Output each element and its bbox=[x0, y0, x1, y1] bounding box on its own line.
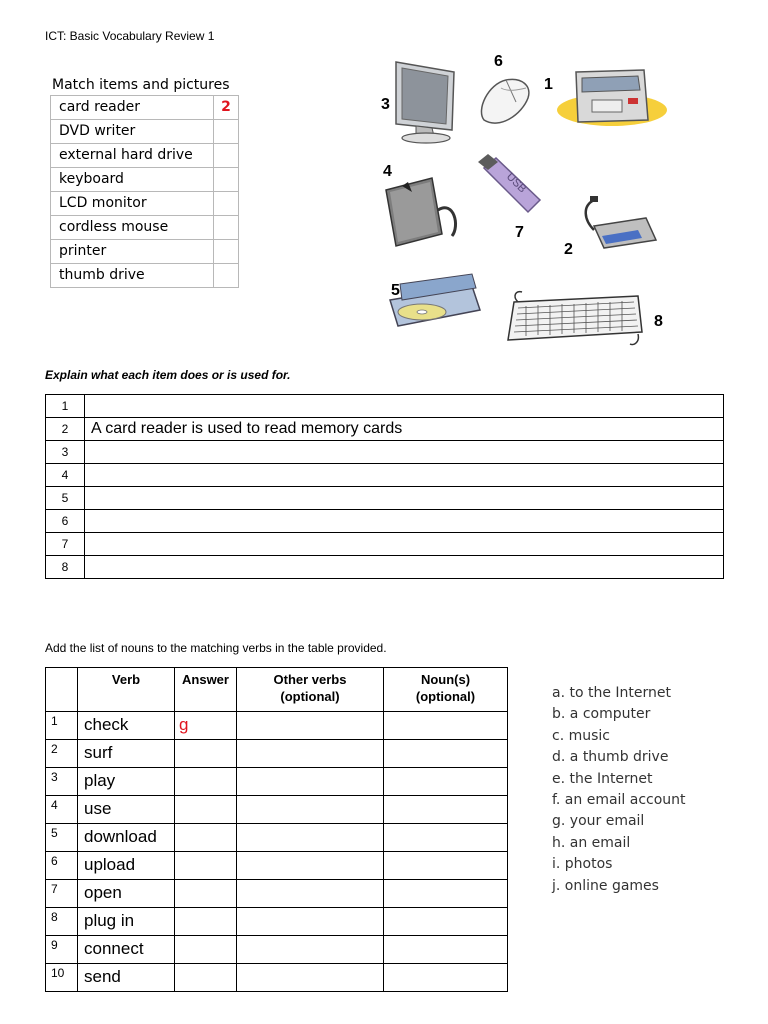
match-answer-cell[interactable] bbox=[214, 192, 239, 216]
other-verbs-cell[interactable] bbox=[237, 908, 384, 936]
verb-cell: use bbox=[78, 796, 175, 824]
nouns-cell[interactable] bbox=[384, 964, 508, 992]
explain-answer-cell[interactable] bbox=[85, 464, 724, 487]
match-row bbox=[51, 144, 239, 168]
verb-row bbox=[46, 852, 508, 880]
match-answer-cell[interactable] bbox=[214, 120, 239, 144]
dvd-writer-icon bbox=[390, 274, 480, 326]
noun-item: b. a computer bbox=[552, 706, 651, 723]
match-row bbox=[51, 240, 239, 264]
verb-row-number: 4 bbox=[46, 796, 78, 824]
picture-number: 1 bbox=[544, 76, 553, 93]
verb-cell: send bbox=[78, 964, 175, 992]
explain-answer-cell[interactable] bbox=[85, 441, 724, 464]
answer-column-header: Answer bbox=[175, 668, 237, 712]
explain-row bbox=[46, 487, 724, 510]
answer-cell[interactable] bbox=[175, 852, 237, 880]
verb-cell: upload bbox=[78, 852, 175, 880]
nouns-label: Noun(s) bbox=[420, 672, 471, 687]
explain-row bbox=[46, 441, 724, 464]
match-item: external hard drive bbox=[51, 144, 214, 168]
verb-row-number: 3 bbox=[46, 768, 78, 796]
nouns-cell[interactable] bbox=[384, 908, 508, 936]
explain-answer-cell[interactable] bbox=[85, 533, 724, 556]
nouns-cell[interactable] bbox=[384, 740, 508, 768]
nouns-cell[interactable] bbox=[384, 852, 508, 880]
match-item: LCD monitor bbox=[51, 192, 214, 216]
noun-item: j. online games bbox=[552, 877, 659, 894]
other-verbs-cell[interactable] bbox=[237, 936, 384, 964]
verb-cell: surf bbox=[78, 740, 175, 768]
answer-cell[interactable] bbox=[175, 740, 237, 768]
verb-cell: download bbox=[78, 824, 175, 852]
picture-number: 6 bbox=[494, 53, 503, 70]
lcd-monitor-icon bbox=[396, 62, 454, 143]
nouns-column-header bbox=[384, 668, 508, 712]
explain-answer-cell[interactable] bbox=[85, 510, 724, 533]
verb-row bbox=[46, 824, 508, 852]
explain-heading: Explain what each item does or is used for. bbox=[45, 368, 291, 382]
verb-row-number: 5 bbox=[46, 824, 78, 852]
pictures-panel bbox=[376, 50, 676, 350]
verb-row bbox=[46, 740, 508, 768]
noun-item: a. to the Internet bbox=[552, 685, 671, 701]
verb-row-number: 7 bbox=[46, 880, 78, 908]
verb-cell: connect bbox=[78, 936, 175, 964]
answer-cell[interactable] bbox=[175, 796, 237, 824]
other-verbs-cell[interactable] bbox=[237, 768, 384, 796]
explain-row bbox=[46, 464, 724, 487]
nouns-cell[interactable] bbox=[384, 768, 508, 796]
verb-row-number: 1 bbox=[46, 712, 78, 740]
printer-icon bbox=[557, 70, 667, 126]
picture-number: 5 bbox=[391, 282, 400, 299]
verb-row bbox=[46, 880, 508, 908]
keyboard-icon bbox=[508, 292, 642, 345]
answer-cell[interactable] bbox=[175, 768, 237, 796]
match-item: cordless mouse bbox=[51, 216, 214, 240]
explain-row bbox=[46, 533, 724, 556]
verb-cell: open bbox=[78, 880, 175, 908]
match-item: DVD writer bbox=[51, 120, 214, 144]
verb-cell: check bbox=[78, 712, 175, 740]
answer-cell[interactable] bbox=[175, 936, 237, 964]
verb-row bbox=[46, 964, 508, 992]
explain-row bbox=[46, 395, 724, 418]
match-answer-cell[interactable] bbox=[214, 168, 239, 192]
card-reader-icon bbox=[586, 196, 656, 248]
verb-row bbox=[46, 768, 508, 796]
other-verbs-cell[interactable] bbox=[237, 852, 384, 880]
other-verbs-column-header bbox=[237, 668, 384, 712]
explain-row-number: 4 bbox=[46, 464, 85, 487]
match-answer-cell[interactable] bbox=[214, 216, 239, 240]
verb-row bbox=[46, 908, 508, 936]
explain-row-number: 5 bbox=[46, 487, 85, 510]
explain-answer-cell[interactable] bbox=[85, 487, 724, 510]
match-answer-cell[interactable] bbox=[214, 264, 239, 288]
explain-row-number: 7 bbox=[46, 533, 85, 556]
number-column-header bbox=[46, 668, 78, 712]
explain-table bbox=[45, 394, 724, 579]
match-answer-cell[interactable] bbox=[214, 240, 239, 264]
match-item: printer bbox=[51, 240, 214, 264]
verb-row bbox=[46, 936, 508, 964]
picture-number: 8 bbox=[654, 313, 663, 330]
noun-item: h. an email bbox=[552, 834, 631, 851]
other-verbs-cell[interactable] bbox=[237, 880, 384, 908]
explain-row bbox=[46, 510, 724, 533]
match-item: thumb drive bbox=[51, 264, 214, 288]
explain-answer-cell[interactable]: A card reader is used to read memory cards bbox=[85, 418, 724, 441]
match-row bbox=[51, 168, 239, 192]
answer-cell[interactable] bbox=[175, 908, 237, 936]
noun-item: c. music bbox=[552, 727, 610, 744]
other-verbs-cell[interactable] bbox=[237, 740, 384, 768]
explain-answer-cell[interactable] bbox=[85, 395, 724, 418]
verb-column-header: Verb bbox=[78, 668, 175, 712]
nouns-cell[interactable] bbox=[384, 880, 508, 908]
answer-cell[interactable] bbox=[175, 964, 237, 992]
picture-number: 3 bbox=[381, 96, 390, 113]
explain-answer-cell[interactable] bbox=[85, 556, 724, 579]
picture-number: 4 bbox=[383, 163, 392, 180]
other-verbs-cell[interactable] bbox=[237, 712, 384, 740]
verb-row-number: 10 bbox=[46, 964, 78, 992]
match-row bbox=[51, 264, 239, 288]
match-table bbox=[50, 95, 239, 288]
answer-cell[interactable] bbox=[175, 824, 237, 852]
explain-row-number: 2 bbox=[46, 418, 85, 441]
nouns-cell[interactable] bbox=[384, 936, 508, 964]
external-hard-drive-icon bbox=[386, 178, 456, 246]
answer-cell[interactable] bbox=[175, 880, 237, 908]
other-verbs-label: Other verbs bbox=[273, 672, 347, 687]
nouns-cell[interactable] bbox=[384, 796, 508, 824]
nouns-cell[interactable] bbox=[384, 712, 508, 740]
verb-cell: play bbox=[78, 768, 175, 796]
other-verbs-cell[interactable] bbox=[237, 796, 384, 824]
match-row bbox=[51, 216, 239, 240]
other-verbs-cell[interactable] bbox=[237, 824, 384, 852]
verbs-header-row bbox=[46, 668, 508, 712]
nouns-list bbox=[552, 683, 686, 897]
answer-cell[interactable]: g bbox=[175, 712, 237, 740]
match-section-title: Match items and pictures bbox=[52, 77, 230, 93]
thumb-drive-icon bbox=[478, 154, 540, 212]
explain-row bbox=[46, 556, 724, 579]
verb-row-number: 8 bbox=[46, 908, 78, 936]
noun-item: f. an email account bbox=[552, 791, 686, 808]
verbs-table bbox=[45, 667, 508, 992]
other-verbs-optional: (optional) bbox=[280, 689, 340, 704]
explain-row-number: 8 bbox=[46, 556, 85, 579]
noun-item: i. photos bbox=[552, 856, 613, 873]
match-row bbox=[51, 120, 239, 144]
explain-row-number: 6 bbox=[46, 510, 85, 533]
page-title: ICT: Basic Vocabulary Review 1 bbox=[45, 29, 215, 43]
match-item: card reader bbox=[51, 96, 214, 120]
cordless-mouse-icon bbox=[481, 79, 528, 123]
nouns-optional: (optional) bbox=[415, 689, 476, 704]
match-row bbox=[51, 192, 239, 216]
noun-item: e. the Internet bbox=[552, 770, 653, 787]
verb-row-number: 2 bbox=[46, 740, 78, 768]
picture-number: 7 bbox=[515, 224, 524, 241]
verb-row bbox=[46, 796, 508, 824]
match-answer-cell[interactable]: 2 bbox=[214, 96, 239, 120]
nouns-cell[interactable] bbox=[384, 824, 508, 852]
match-item: keyboard bbox=[51, 168, 214, 192]
picture-number: 2 bbox=[564, 241, 573, 258]
explain-row-number: 3 bbox=[46, 441, 85, 464]
verb-row bbox=[46, 712, 508, 740]
explain-row-number: 1 bbox=[46, 395, 85, 418]
verb-cell: plug in bbox=[78, 908, 175, 936]
verb-row-number: 9 bbox=[46, 936, 78, 964]
match-row bbox=[51, 96, 239, 120]
usb-label: USB bbox=[503, 170, 529, 196]
match-answer-cell[interactable] bbox=[214, 144, 239, 168]
verbs-heading: Add the list of nouns to the matching verbs in the table provided. bbox=[45, 641, 387, 655]
noun-item: g. your email bbox=[552, 813, 645, 830]
noun-item: d. a thumb drive bbox=[552, 749, 669, 766]
verb-row-number: 6 bbox=[46, 852, 78, 880]
other-verbs-cell[interactable] bbox=[237, 964, 384, 992]
explain-row bbox=[46, 418, 724, 441]
